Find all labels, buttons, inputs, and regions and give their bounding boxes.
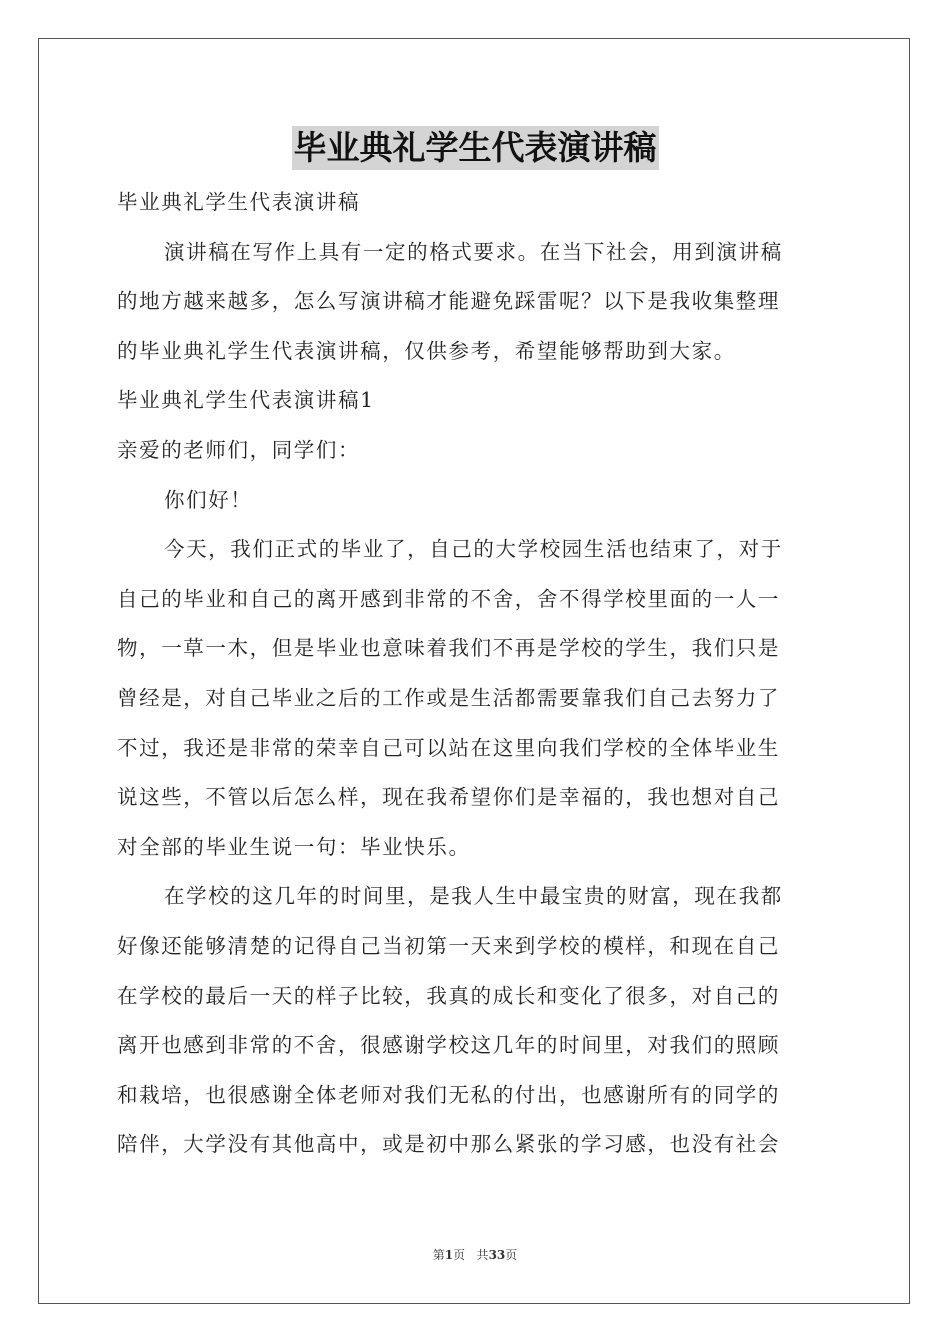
text-line: 的地方越来越多，怎么写演讲稿才能避免踩雷呢？以下是我收集整理	[117, 289, 780, 314]
page-footer	[0, 1246, 950, 1263]
text-line: 对全部的毕业生说一句：毕业快乐。	[117, 834, 471, 859]
text-line: 离开也感到非常的不舍，很感谢学校这几年的时间里，对我们的照顾	[117, 1033, 780, 1058]
text-line: 曾经是，对自己毕业之后的工作或是生活都需要靠我们自己去努力了	[117, 685, 780, 710]
text-line: 和栽培，也很感谢全体老师对我们无私的付出，也感谢所有的同学的	[117, 1082, 780, 1107]
text-line: 在学校的最后一天的样子比较，我真的成长和变化了很多，对自己的	[117, 983, 780, 1008]
text-line: 说这些，不管以后怎么样，现在我希望你们是幸福的，我也想对自己	[117, 785, 780, 810]
text-line: 演讲稿在写作上具有一定的格式要求。在当下社会，用到演讲稿	[164, 239, 783, 264]
text-line: 好像还能够清楚的记得自己当初第一天来到学校的模样，和现在自己	[117, 933, 780, 958]
text-line: 陪伴，大学没有其他高中，或是初中那么紧张的学习感，也没有社会	[117, 1132, 780, 1157]
page-suffix: 页	[453, 1248, 466, 1262]
text-line: 自己的毕业和自己的离开感到非常的不舍，舍不得学校里面的一人一	[117, 586, 780, 611]
total-pages: 33	[488, 1248, 506, 1262]
document-title: 毕业典礼学生代表演讲稿	[292, 126, 659, 170]
text-line: 在学校的这几年的时间里，是我人生中最宝贵的财富，现在我都	[164, 884, 783, 909]
text-line: 你们好！	[164, 487, 253, 512]
text-line: 毕业典礼学生代表演讲稿	[117, 190, 361, 214]
page-prefix: 第	[432, 1248, 445, 1262]
text-line: 物，一草一木，但是毕业也意味着我们不再是学校的学生，我们只是	[117, 636, 780, 661]
title-container	[0, 126, 950, 170]
text-line: 毕业典礼学生代表演讲稿1	[117, 388, 375, 413]
text-line: 不过，我还是非常的荣幸自己可以站在这里向我们学校的全体毕业生	[117, 735, 780, 760]
text-line: 的毕业典礼学生代表演讲稿，仅供参考，希望能够帮助到大家。	[117, 338, 736, 363]
total-prefix: 共	[476, 1248, 489, 1262]
total-suffix: 页	[505, 1248, 518, 1262]
text-line: 今天，我们正式的毕业了，自己的大学校园生活也结束了，对于	[164, 537, 783, 562]
page-number: 1	[444, 1248, 454, 1262]
document-body	[117, 178, 835, 1170]
text-line: 亲爱的老师们，同学们：	[117, 437, 361, 462]
